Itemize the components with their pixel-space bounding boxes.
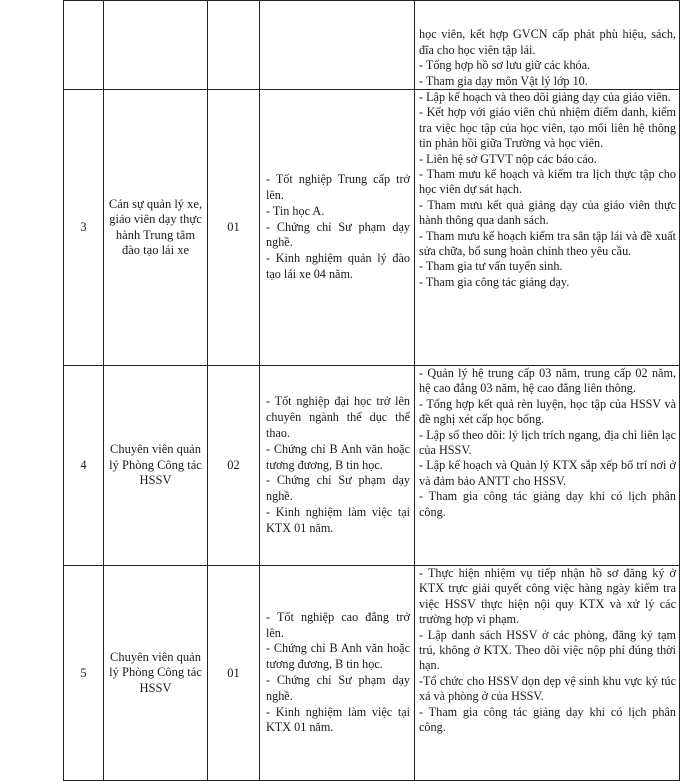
row-number-cell bbox=[64, 1, 104, 90]
task-line: -Tổ chức cho HSSV dọn dẹp vệ sinh khu vực ký túc xá và phòng ở của HSSV. bbox=[419, 673, 676, 704]
task-line: - Tham gia dạy môn Vật lý lớp 10. bbox=[419, 73, 588, 88]
task-line: - Tham mưu kế hoạch và kiểm tra lịch thực tập cho học viên dự sát hạch. bbox=[419, 167, 676, 197]
position-title: Cán sự quản lý xe, giáo viên dạy thực hành Trung tâm đào tạo lái xe bbox=[108, 196, 203, 257]
tasks-cell bbox=[415, 90, 680, 366]
requirement-line: - Tốt nghiệp cao đẳng trở lên. bbox=[266, 609, 410, 640]
quantity-cell: 01 bbox=[208, 90, 260, 366]
requirement-line: - Kinh nghiệm làm việc tại KTX 01 năm. bbox=[266, 504, 410, 535]
requirement-line: - Chứng chỉ Sư phạm dạy nghề. bbox=[266, 219, 410, 250]
requirement-line: - Kinh nghiệm quản lý đào tạo lái xe 04 năm. bbox=[266, 251, 410, 281]
table-row bbox=[64, 90, 680, 366]
requirement-line: - Kinh nghiệm làm việc tại KTX 01 năm. bbox=[266, 704, 410, 735]
task-line: - Quản lý hệ trung cấp 03 năm, trung cấp 02 năm, hệ cao đẳng 03 năm, hệ cao đẳng liên thông. bbox=[419, 366, 676, 396]
position-cell bbox=[104, 366, 208, 566]
requirement-line: - Tin học A. bbox=[266, 203, 325, 218]
task-line: - Tổng hợp kết quả rèn luyện, học tập của HSSV và đề nghị xét cấp học bổng. bbox=[419, 396, 676, 427]
requirements-cell bbox=[260, 566, 415, 781]
requirement-line: - Tốt nghiệp đại học trở lên chuyên ngành thể dục thể thao. bbox=[266, 394, 410, 440]
row-number-cell: 3 bbox=[64, 90, 104, 366]
task-line: - Lập sổ theo dõi: lý lịch trích ngang, địa chỉ liên lạc của HSSV. bbox=[419, 427, 676, 458]
task-line: - Tham mưu kế hoạch kiểm tra sân tập lái và đề xuất sửa chữa, bổ sung hoàn chỉnh theo yêu cầu. bbox=[419, 228, 676, 259]
task-line: - Thực hiện nhiệm vụ tiếp nhận hồ sơ đăng ký ở KTX trực giải quyết công việc hàng ngày kiểm tra việc HSSV thực hiện nội quy KTX và xử lý các trường hợp vi phạm. bbox=[419, 566, 676, 627]
requirements-cell bbox=[260, 1, 415, 90]
task-line: - Lập danh sách HSSV ở các phòng, đăng ký tạm trú, không ở KTX. Theo dõi việc nộp phí đúng thời hạn. bbox=[419, 627, 676, 673]
quantity-cell: 01 bbox=[208, 566, 260, 781]
requirement-line: - Chứng chỉ Sư phạm dạy nghề. bbox=[266, 473, 410, 504]
requirements-cell bbox=[260, 366, 415, 566]
requirements-cell bbox=[260, 90, 415, 366]
task-line: - Lập kế hoạch và theo dõi giảng dạy của giáo viên. bbox=[419, 90, 671, 104]
task-line: - Tham gia công tác giảng dạy khi có lịch phân công. bbox=[419, 489, 676, 519]
requirement-line: - Chứng chỉ Sư phạm dạy nghề. bbox=[266, 673, 410, 703]
table-row bbox=[64, 1, 680, 90]
task-line: - Lập kế hoạch và Quản lý KTX sắp xếp bố trí nơi ở và đảm bảo ANTT cho HSSV. bbox=[419, 458, 676, 488]
row-number-cell: 5 bbox=[64, 566, 104, 781]
requirement-line: - Chứng chỉ B Anh văn hoặc tương đương, B tin học. bbox=[266, 641, 410, 672]
task-line: - Kết hợp với giáo viên chủ nhiệm điểm danh, kiểm tra việc học tập của học viên, tạo mối liên hệ thông tin phản hồi giữa Trường và học viên. bbox=[419, 105, 676, 151]
requirement-line: - Chứng chỉ B Anh văn hoặc tương đương, B tin học. bbox=[266, 441, 410, 472]
task-line: học viên, kết hợp GVCN cấp phát phù hiệu, sách, đĩa cho học viên tập lái. bbox=[419, 27, 676, 57]
task-line: - Tham gia tư vấn tuyển sinh. bbox=[419, 259, 563, 274]
staff-requirements-table bbox=[63, 0, 680, 781]
position-title: Chuyên viên quản lý Phòng Công tác HSSV bbox=[109, 442, 202, 488]
task-line: - Liên hệ sở GTVT nộp các báo cáo. bbox=[419, 151, 597, 166]
position-title: Chuyên viên quản lý Phòng Công tác HSSV bbox=[109, 649, 202, 695]
task-line: - Tham gia công tác giảng dạy khi có lịch phân công. bbox=[419, 704, 676, 735]
row-number-cell: 4 bbox=[64, 366, 104, 566]
quantity-cell: 02 bbox=[208, 366, 260, 566]
position-cell bbox=[104, 1, 208, 90]
quantity-cell bbox=[208, 1, 260, 90]
tasks-cell bbox=[415, 566, 680, 781]
position-cell bbox=[104, 566, 208, 781]
tasks-cell bbox=[415, 366, 680, 566]
task-line: - Tổng hợp hồ sơ lưu giữ các khóa. bbox=[419, 58, 591, 73]
tasks-cell bbox=[415, 1, 680, 90]
table-row bbox=[64, 366, 680, 566]
task-line: - Tham mưu kết quả giảng dạy của giáo viên thực hành thông qua danh sách. bbox=[419, 197, 676, 228]
task-line: - Tham gia công tác giảng dạy. bbox=[419, 274, 570, 289]
table-row bbox=[64, 566, 680, 781]
position-cell bbox=[104, 90, 208, 366]
requirement-line: - Tốt nghiệp Trung cấp trở lên. bbox=[266, 172, 410, 202]
